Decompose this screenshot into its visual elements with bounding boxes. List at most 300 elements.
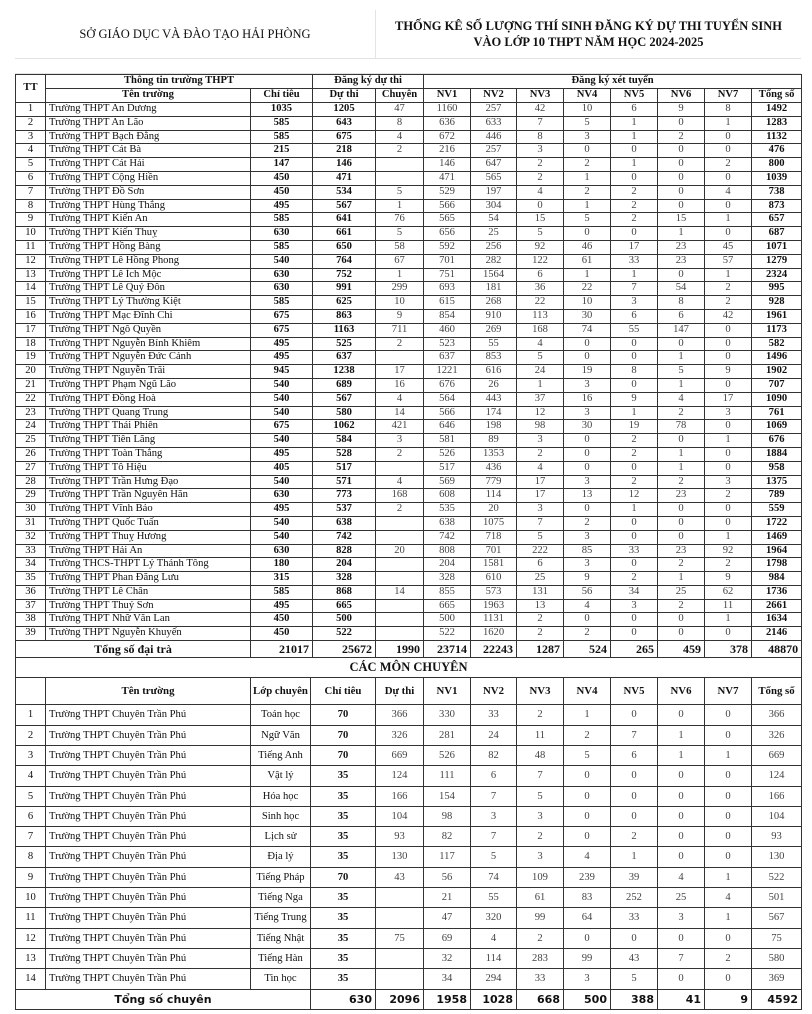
cell: 0 <box>658 806 705 826</box>
cell: 117 <box>424 847 471 867</box>
cell: 5 <box>564 213 611 227</box>
cell: 42 <box>517 103 564 117</box>
cell: 0 <box>611 613 658 627</box>
cell: 93 <box>752 827 802 847</box>
cell: 526 <box>424 447 471 461</box>
cell: 198 <box>471 420 517 434</box>
cell: 39 <box>611 867 658 887</box>
school-name: Trường THPT Ngô Quyền <box>46 323 251 337</box>
cell: 565 <box>424 213 471 227</box>
school-name: Trường THPT Lý Thường Kiệt <box>46 296 251 310</box>
school-name: Trường THPT Hùng Thắng <box>46 199 251 213</box>
cell: 1 <box>611 268 658 282</box>
cell <box>376 599 424 613</box>
row-number: 10 <box>16 888 46 908</box>
cell: 2 <box>658 406 705 420</box>
cell: 13 <box>517 599 564 613</box>
table-row <box>16 447 802 461</box>
cell: 656 <box>424 227 471 241</box>
row-number: 36 <box>16 585 46 599</box>
cell: 15 <box>517 213 564 227</box>
cell: 30 <box>564 309 611 323</box>
quota-cell: 495 <box>251 351 313 365</box>
cell: 0 <box>705 806 752 826</box>
specialist-class: Tiếng Pháp <box>251 867 311 887</box>
cell: 9 <box>611 392 658 406</box>
table-row <box>16 475 802 489</box>
cell: 0 <box>658 705 705 725</box>
group-header-row <box>16 75 802 89</box>
total-cell: 1884 <box>752 447 802 461</box>
school-name: Trường THPT Chuyên Trần Phú <box>46 725 251 745</box>
row-number: 2 <box>16 725 46 745</box>
exam-count-cell: 689 <box>313 378 376 392</box>
row-number: 13 <box>16 268 46 282</box>
cell: 0 <box>564 447 611 461</box>
cell: 9 <box>658 103 705 117</box>
cell: 2 <box>376 447 424 461</box>
document-title <box>376 10 801 58</box>
cell: 58 <box>376 240 424 254</box>
column-header: Dự thi <box>313 89 376 103</box>
total-cell: 1069 <box>752 420 802 434</box>
column-header: Tổng số <box>752 89 802 103</box>
cell: 282 <box>471 254 517 268</box>
school-name: Trường THPT Lê Ích Mộc <box>46 268 251 282</box>
cell: 1 <box>517 378 564 392</box>
exam-count-cell: 1062 <box>313 420 376 434</box>
cell: 34 <box>424 969 471 989</box>
cell: 36 <box>517 282 564 296</box>
cell: 1 <box>611 847 658 867</box>
cell: 3 <box>517 144 564 158</box>
cell: 1 <box>658 745 705 765</box>
cell: 580 <box>752 948 802 968</box>
cell: 281 <box>424 725 471 745</box>
table-row <box>16 544 802 558</box>
total-cell: 1961 <box>752 309 802 323</box>
cell: 779 <box>471 475 517 489</box>
cell <box>376 627 424 641</box>
cell: 42 <box>705 309 752 323</box>
quota-cell: 35 <box>311 806 376 826</box>
total-value: 459 <box>658 641 705 658</box>
cell: 7 <box>517 116 564 130</box>
exam-count-cell: 537 <box>313 503 376 517</box>
row-number: 5 <box>16 158 46 172</box>
section-title: CÁC MÔN CHUYÊN <box>16 658 802 678</box>
exam-count-cell: 146 <box>313 158 376 172</box>
school-name: Trường THPT Cộng Hiền <box>46 171 251 185</box>
cell: 1 <box>658 378 705 392</box>
total-value: 48870 <box>752 641 802 658</box>
row-number: 10 <box>16 227 46 241</box>
table-row <box>16 572 802 586</box>
quota-cell: 540 <box>251 516 313 530</box>
quota-cell: 35 <box>311 948 376 968</box>
row-number: 32 <box>16 530 46 544</box>
cell: 5 <box>517 351 564 365</box>
cell: 2 <box>517 171 564 185</box>
cell: 2 <box>611 434 658 448</box>
exam-count-cell: 522 <box>313 627 376 641</box>
row-number: 19 <box>16 351 46 365</box>
cell: 10 <box>564 296 611 310</box>
table-row <box>16 158 802 172</box>
exam-count-cell: 773 <box>313 489 376 503</box>
cell: 24 <box>517 365 564 379</box>
column-header: NV7 <box>705 678 752 705</box>
specialist-class: Hóa học <box>251 786 311 806</box>
cell: 1 <box>611 116 658 130</box>
table-row <box>16 116 802 130</box>
cell <box>376 351 424 365</box>
cell: 7 <box>658 948 705 968</box>
exam-count-cell: 204 <box>313 558 376 572</box>
cell: 0 <box>564 613 611 627</box>
school-name: Trường THPT Kiến Thuỵ <box>46 227 251 241</box>
cell: 11 <box>517 725 564 745</box>
total-cell: 657 <box>752 213 802 227</box>
cell: 646 <box>424 420 471 434</box>
cell: 1 <box>564 268 611 282</box>
cell <box>376 948 424 968</box>
cell: 366 <box>752 705 802 725</box>
school-name: Trường THPT Thái Phiên <box>46 420 251 434</box>
cell: 74 <box>471 867 517 887</box>
cell: 564 <box>424 392 471 406</box>
cell: 0 <box>564 766 611 786</box>
cell: 0 <box>658 158 705 172</box>
quota-cell: 630 <box>251 227 313 241</box>
specialist-class: Tiếng Trung <box>251 908 311 928</box>
cell <box>376 530 424 544</box>
row-number: 37 <box>16 599 46 613</box>
cell: 1 <box>611 158 658 172</box>
cell: 610 <box>471 572 517 586</box>
table-row <box>16 928 802 948</box>
cell: 0 <box>611 461 658 475</box>
cell: 0 <box>705 969 752 989</box>
cell: 56 <box>564 585 611 599</box>
row-number: 9 <box>16 867 46 887</box>
quota-cell: 630 <box>251 268 313 282</box>
school-name: Trường THPT Cát Hải <box>46 158 251 172</box>
cell: 23 <box>658 254 705 268</box>
table-row <box>16 948 802 968</box>
cell: 9 <box>705 572 752 586</box>
cell: 9 <box>705 365 752 379</box>
cell: 1 <box>376 268 424 282</box>
quota-cell: 945 <box>251 365 313 379</box>
cell: 62 <box>705 585 752 599</box>
cell: 669 <box>752 745 802 765</box>
cell: 2 <box>517 705 564 725</box>
total-cell: 582 <box>752 337 802 351</box>
school-name: Trường THPT Bạch Đằng <box>46 130 251 144</box>
cell: 7 <box>611 282 658 296</box>
total-cell: 995 <box>752 282 802 296</box>
table-row <box>16 103 802 117</box>
row-number: 24 <box>16 420 46 434</box>
exam-count-cell: 567 <box>313 199 376 213</box>
cell: 47 <box>376 103 424 117</box>
quota-cell: 70 <box>311 867 376 887</box>
cell: 8 <box>705 103 752 117</box>
school-name: Trường THPT Trần Hưng Đạo <box>46 475 251 489</box>
cell <box>376 969 424 989</box>
quota-cell: 495 <box>251 503 313 517</box>
cell: 0 <box>658 530 705 544</box>
cell: 633 <box>471 116 517 130</box>
cell: 0 <box>658 434 705 448</box>
cell: 304 <box>471 199 517 213</box>
cell: 2 <box>658 558 705 572</box>
cell: 124 <box>752 766 802 786</box>
cell: 0 <box>658 928 705 948</box>
table-row <box>16 185 802 199</box>
document-header <box>15 10 801 59</box>
cell: 1 <box>705 268 752 282</box>
cell: 1 <box>611 503 658 517</box>
cell: 98 <box>424 806 471 826</box>
cell: 75 <box>376 928 424 948</box>
row-number: 35 <box>16 572 46 586</box>
specialist-class: Ngữ Văn <box>251 725 311 745</box>
cell <box>376 158 424 172</box>
cell: 25 <box>471 227 517 241</box>
cell: 0 <box>705 847 752 867</box>
quota-cell: 630 <box>251 544 313 558</box>
row-number: 14 <box>16 969 46 989</box>
cell: 2 <box>564 158 611 172</box>
cell: 326 <box>752 725 802 745</box>
cell: 0 <box>658 613 705 627</box>
quota-cell: 675 <box>251 309 313 323</box>
cell: 5 <box>658 365 705 379</box>
cell: 2 <box>517 613 564 627</box>
cell: 1 <box>658 447 705 461</box>
cell: 647 <box>471 158 517 172</box>
school-name: Trường THPT Chuyên Trần Phú <box>46 908 251 928</box>
cell: 1 <box>611 130 658 144</box>
total-value: 22243 <box>471 641 517 658</box>
cell: 0 <box>658 627 705 641</box>
cell: 61 <box>564 254 611 268</box>
cell: 12 <box>611 489 658 503</box>
row-number: 34 <box>16 558 46 572</box>
table-row <box>16 268 802 282</box>
total-cell: 1071 <box>752 240 802 254</box>
cell: 3 <box>564 530 611 544</box>
cell: 1 <box>705 908 752 928</box>
cell: 17 <box>376 365 424 379</box>
cell: 5 <box>376 185 424 199</box>
cell: 565 <box>471 171 517 185</box>
cell: 43 <box>376 867 424 887</box>
cell: 5 <box>376 227 424 241</box>
cell: 1 <box>705 213 752 227</box>
specialist-class: Tiếng Nga <box>251 888 311 908</box>
quota-cell: 495 <box>251 199 313 213</box>
row-number: 25 <box>16 434 46 448</box>
cell: 2 <box>658 599 705 613</box>
column-header: Lớp chuyên <box>251 678 311 705</box>
cell: 500 <box>424 613 471 627</box>
quota-cell: 70 <box>311 705 376 725</box>
spreadsheet <box>15 10 801 1010</box>
cell: 257 <box>471 144 517 158</box>
cell: 113 <box>517 309 564 323</box>
column-header: NV1 <box>424 89 471 103</box>
cell: 2 <box>517 928 564 948</box>
row-number: 33 <box>16 544 46 558</box>
table-row <box>16 908 802 928</box>
cell: 32 <box>424 948 471 968</box>
school-name: Trường THPT Chuyên Trần Phú <box>46 786 251 806</box>
cell: 3 <box>705 475 752 489</box>
cell: 4 <box>376 392 424 406</box>
quota-cell: 315 <box>251 572 313 586</box>
cell: 75 <box>752 928 802 948</box>
column-header: NV3 <box>517 89 564 103</box>
cell: 22 <box>564 282 611 296</box>
cell: 0 <box>705 337 752 351</box>
cell: 522 <box>424 627 471 641</box>
total-cell: 1902 <box>752 365 802 379</box>
cell: 471 <box>424 171 471 185</box>
cell: 2 <box>611 827 658 847</box>
table-row <box>16 558 802 572</box>
cell: 8 <box>376 116 424 130</box>
column-header: NV5 <box>611 89 658 103</box>
cell: 4 <box>705 888 752 908</box>
cell: 16 <box>376 378 424 392</box>
cell: 166 <box>376 786 424 806</box>
exam-count-cell: 471 <box>313 171 376 185</box>
cell: 0 <box>705 199 752 213</box>
admission-registration-header: Đăng ký xét tuyển <box>424 75 802 89</box>
cell: 1963 <box>471 599 517 613</box>
quota-cell: 180 <box>251 558 313 572</box>
cell <box>376 888 424 908</box>
cell: 0 <box>564 928 611 948</box>
cell: 1 <box>376 199 424 213</box>
cell: 34 <box>611 585 658 599</box>
total-value: 1958 <box>424 989 471 1009</box>
cell: 0 <box>611 786 658 806</box>
cell: 3 <box>517 503 564 517</box>
quota-cell: 630 <box>251 489 313 503</box>
row-number: 23 <box>16 406 46 420</box>
cell: 636 <box>424 116 471 130</box>
row-number: 9 <box>16 213 46 227</box>
cell: 446 <box>471 130 517 144</box>
cell: 501 <box>752 888 802 908</box>
column-header: Chuyên <box>376 89 424 103</box>
cell: 0 <box>564 503 611 517</box>
cell: 366 <box>376 705 424 725</box>
column-header: NV3 <box>517 678 564 705</box>
cell: 669 <box>376 745 424 765</box>
row-number: 1 <box>16 103 46 117</box>
total-value: 4592 <box>752 989 802 1009</box>
cell: 517 <box>424 461 471 475</box>
column-header: Tên trường <box>46 89 251 103</box>
cell: 147 <box>658 323 705 337</box>
school-name: Trường THPT Chuyên Trần Phú <box>46 928 251 948</box>
specialist-class: Tin học <box>251 969 311 989</box>
quota-cell: 540 <box>251 254 313 268</box>
cell: 1221 <box>424 365 471 379</box>
cell: 0 <box>564 227 611 241</box>
total-cell: 738 <box>752 185 802 199</box>
row-number: 7 <box>16 827 46 847</box>
cell: 0 <box>611 516 658 530</box>
cell: 111 <box>424 766 471 786</box>
cell: 5 <box>611 969 658 989</box>
cell: 1564 <box>471 268 517 282</box>
total-cell: 1090 <box>752 392 802 406</box>
total-value: 668 <box>517 989 564 1009</box>
exam-count-cell: 218 <box>313 144 376 158</box>
cell: 2 <box>705 296 752 310</box>
quota-cell: 540 <box>251 475 313 489</box>
cell: 82 <box>424 827 471 847</box>
total-value: 1990 <box>376 641 424 658</box>
cell: 2 <box>564 516 611 530</box>
quota-cell: 585 <box>251 213 313 227</box>
cell: 0 <box>611 378 658 392</box>
school-name: Trường THPT Chuyên Trần Phú <box>46 827 251 847</box>
table-row <box>16 351 802 365</box>
cell: 3 <box>564 406 611 420</box>
cell: 268 <box>471 296 517 310</box>
exam-count-cell: 665 <box>313 599 376 613</box>
table-row <box>16 213 802 227</box>
row-number: 8 <box>16 199 46 213</box>
cell: 6 <box>611 103 658 117</box>
total-cell: 1634 <box>752 613 802 627</box>
quota-cell: 405 <box>251 461 313 475</box>
cell: 7 <box>517 516 564 530</box>
cell <box>376 171 424 185</box>
cell: 751 <box>424 268 471 282</box>
cell: 130 <box>376 847 424 867</box>
cell: 1 <box>564 199 611 213</box>
quota-cell: 1035 <box>251 103 313 117</box>
specialist-class: Tiếng Nhật <box>251 928 311 948</box>
cell: 54 <box>471 213 517 227</box>
table-row <box>16 144 802 158</box>
cell: 174 <box>471 406 517 420</box>
cell: 6 <box>517 268 564 282</box>
cell: 0 <box>705 827 752 847</box>
cell: 2 <box>705 158 752 172</box>
table-row <box>16 296 802 310</box>
tt-header: TT <box>16 75 46 103</box>
total-cell: 984 <box>752 572 802 586</box>
cell: 0 <box>564 786 611 806</box>
row-number: 5 <box>16 786 46 806</box>
cell: 3 <box>611 296 658 310</box>
cell: 20 <box>471 503 517 517</box>
cell: 55 <box>611 323 658 337</box>
cell: 0 <box>564 337 611 351</box>
cell: 9 <box>564 572 611 586</box>
cell: 2 <box>705 489 752 503</box>
quota-cell: 35 <box>311 908 376 928</box>
